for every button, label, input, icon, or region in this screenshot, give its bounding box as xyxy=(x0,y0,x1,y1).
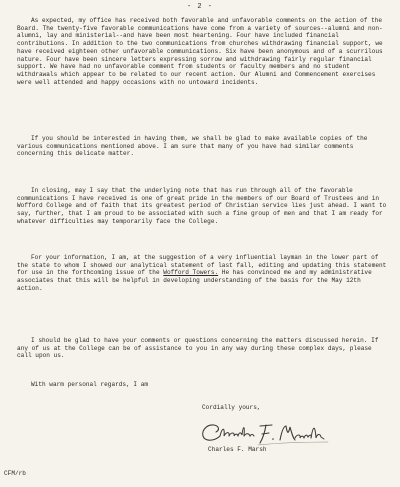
signatory-name: Charles F. Marsh xyxy=(208,446,267,453)
paragraph-regards: With warm personal regards, I am xyxy=(31,381,149,388)
paragraph-invitation: I should be glad to have your comments or questions concerning the matters discussed herein. If any of us at the College can be of assistance to you in any way during these complex days, please call upon us. xyxy=(17,337,379,360)
page-number: - 2 - xyxy=(186,3,213,11)
paragraph-closing-remarks: In closing, may I say that the underlying note that has run through all of the favorable communications I have received is one of great pride in the members of our Board of Trustees and in Wofford College and of faith that its greatest period of Christian service lies just ahead. I want to say, further, that I am proud to be associated with such a fine group of men and that I am ready for whatever difficulties may temporarily face the College. xyxy=(17,187,387,225)
paragraph-copies-available: If you should be interested in having them, we shall be glad to make available copies of the various communications mentioned above. I am sure that many of you have had similar comments concerning this delicate matter. xyxy=(17,135,368,158)
paragraph-information-start: For your information, I am, at the suggestion of a very influential layman in the lower part of the state to whom I showed our analytical statement of last fall, editing and updating this statement for use in the forthcoming issue of the xyxy=(17,254,387,277)
paragraph-board-comments: As expected, my office has received both favorable and unfavorable comments on the action of the Board. The twenty-five favorable communications have come from a variety of sources--alumni and non-alumni, lay and ministerial--and have been most heartening. Four have included financial contributions. In addition to the two communications from churches withdrawing financial support, we have received eighteen other unfavorable communications. Six have been anonymous and of a scurrilous nature. Four have been sincere letters expressing sorrow and withdrawing fairly regular financial support. We have had no unfavorable comment from students or faculty members and no student withdrawals which appear to be related to our recent action. Our Alumni and Commencement exercises were well attended and happy occasions with no untoward incidents. xyxy=(17,17,383,86)
publication-title: Wofford Towers. xyxy=(163,269,219,277)
reference-initials: CFM/rb xyxy=(4,470,26,477)
paragraph-information xyxy=(17,254,387,293)
paragraph-information-end: He has convinced me and my administrative associates that this will be helpful in developing understanding of the basis for the May 12th action. xyxy=(17,269,372,292)
closing-salutation: Cordially yours, xyxy=(202,404,261,411)
